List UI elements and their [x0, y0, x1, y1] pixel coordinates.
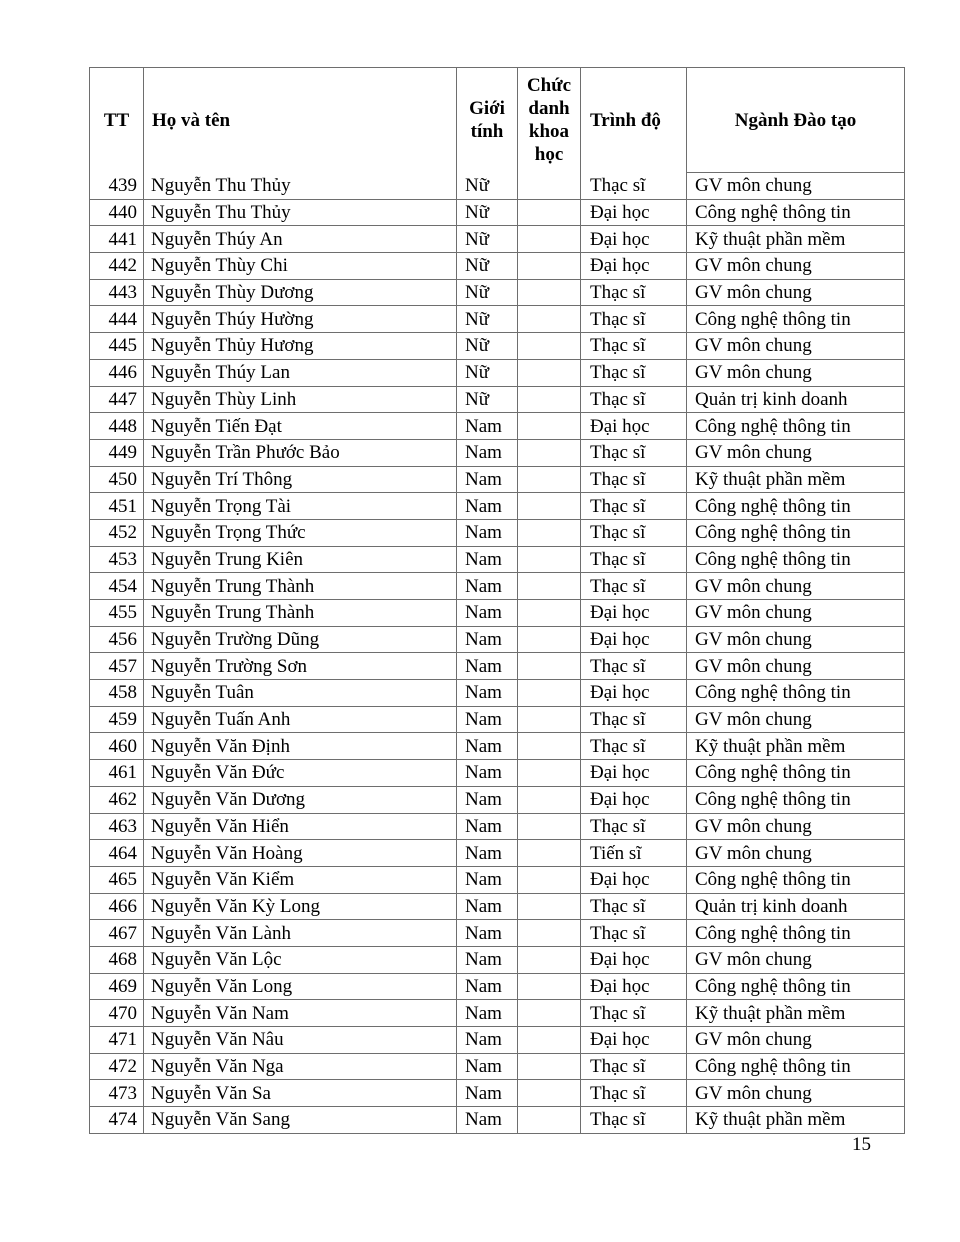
cell-sex: Nam	[457, 1027, 518, 1054]
table-row	[90, 680, 905, 707]
table-row	[90, 306, 905, 333]
header-major: Ngành Đào tạo	[687, 68, 905, 173]
cell-name: Nguyễn Trung Thành	[144, 600, 457, 627]
cell-academic-title	[518, 973, 581, 1000]
cell-academic-title	[518, 813, 581, 840]
cell-major: Công nghệ thông tin	[687, 680, 905, 707]
cell-name: Nguyễn Văn Dương	[144, 786, 457, 813]
table-row	[90, 333, 905, 360]
cell-major: GV môn chung	[687, 626, 905, 653]
cell-level: Đại học	[581, 199, 687, 226]
cell-major: GV môn chung	[687, 359, 905, 386]
header-sex	[457, 68, 518, 173]
table-row	[90, 653, 905, 680]
cell-major: Kỹ thuật phần mềm	[687, 1000, 905, 1027]
cell-academic-title	[518, 680, 581, 707]
cell-sex: Nam	[457, 439, 518, 466]
cell-major: GV môn chung	[687, 706, 905, 733]
header-title-line4: học	[534, 144, 564, 166]
table-row	[90, 1053, 905, 1080]
cell-level: Thạc sĩ	[581, 439, 687, 466]
cell-major: GV môn chung	[687, 1080, 905, 1107]
cell-academic-title	[518, 920, 581, 947]
header-sex-line2: tính	[470, 121, 504, 143]
cell-academic-title	[518, 386, 581, 413]
cell-tt: 447	[90, 386, 144, 413]
cell-sex: Nam	[457, 813, 518, 840]
cell-major: Công nghệ thông tin	[687, 1053, 905, 1080]
cell-sex: Nữ	[457, 306, 518, 333]
cell-academic-title	[518, 573, 581, 600]
cell-sex: Nam	[457, 866, 518, 893]
cell-level: Thạc sĩ	[581, 333, 687, 360]
cell-name: Nguyễn Tiến Đạt	[144, 413, 457, 440]
cell-major: Công nghệ thông tin	[687, 493, 905, 520]
cell-level: Thạc sĩ	[581, 519, 687, 546]
table-row	[90, 253, 905, 280]
cell-level: Thạc sĩ	[581, 306, 687, 333]
cell-major: GV môn chung	[687, 439, 905, 466]
table-row	[90, 546, 905, 573]
cell-major: Công nghệ thông tin	[687, 413, 905, 440]
cell-tt: 465	[90, 866, 144, 893]
cell-major: GV môn chung	[687, 813, 905, 840]
table-row	[90, 840, 905, 867]
cell-name: Nguyễn Văn Hiển	[144, 813, 457, 840]
cell-level: Thạc sĩ	[581, 653, 687, 680]
cell-major: GV môn chung	[687, 946, 905, 973]
cell-tt: 455	[90, 600, 144, 627]
cell-level: Thạc sĩ	[581, 813, 687, 840]
cell-academic-title	[518, 439, 581, 466]
cell-major: Công nghệ thông tin	[687, 519, 905, 546]
cell-academic-title	[518, 866, 581, 893]
cell-tt: 458	[90, 680, 144, 707]
table-row	[90, 893, 905, 920]
cell-name: Nguyễn Trung Thành	[144, 573, 457, 600]
table-row	[90, 1080, 905, 1107]
header-title-line1: Chức	[526, 75, 572, 97]
cell-level: Thạc sĩ	[581, 279, 687, 306]
cell-name: Nguyễn Trung Kiên	[144, 546, 457, 573]
cell-sex: Nam	[457, 413, 518, 440]
cell-tt: 468	[90, 946, 144, 973]
cell-academic-title	[518, 519, 581, 546]
table-header	[90, 68, 905, 173]
table-row	[90, 279, 905, 306]
cell-name: Nguyễn Văn Nga	[144, 1053, 457, 1080]
cell-academic-title	[518, 600, 581, 627]
table-row	[90, 946, 905, 973]
cell-name: Nguyễn Văn Kiểm	[144, 866, 457, 893]
header-title-line3: khoa	[528, 121, 570, 143]
header-sex-line1: Giới	[469, 98, 505, 120]
cell-name: Nguyễn Thủy Hương	[144, 333, 457, 360]
table-row	[90, 600, 905, 627]
table-row	[90, 1107, 905, 1134]
cell-tt: 461	[90, 760, 144, 787]
table-row	[90, 733, 905, 760]
cell-tt: 471	[90, 1027, 144, 1054]
cell-tt: 456	[90, 626, 144, 653]
cell-level: Thạc sĩ	[581, 920, 687, 947]
cell-tt: 463	[90, 813, 144, 840]
cell-name: Nguyễn Thúy Hường	[144, 306, 457, 333]
table-row	[90, 199, 905, 226]
cell-name: Nguyễn Văn Sa	[144, 1080, 457, 1107]
cell-tt: 472	[90, 1053, 144, 1080]
cell-academic-title	[518, 946, 581, 973]
cell-tt: 446	[90, 359, 144, 386]
cell-sex: Nam	[457, 546, 518, 573]
staff-table	[89, 67, 905, 1134]
cell-major: Công nghệ thông tin	[687, 760, 905, 787]
cell-academic-title	[518, 493, 581, 520]
cell-major: Kỹ thuật phần mềm	[687, 466, 905, 493]
cell-sex: Nữ	[457, 253, 518, 280]
cell-major: Quản trị kinh doanh	[687, 893, 905, 920]
cell-academic-title	[518, 786, 581, 813]
cell-sex: Nam	[457, 680, 518, 707]
cell-major: GV môn chung	[687, 653, 905, 680]
cell-major: GV môn chung	[687, 573, 905, 600]
cell-level: Thạc sĩ	[581, 1107, 687, 1134]
cell-sex: Nam	[457, 1107, 518, 1134]
cell-level: Tiến sĩ	[581, 840, 687, 867]
cell-name: Nguyễn Văn Lộc	[144, 946, 457, 973]
cell-name: Nguyễn Văn Nâu	[144, 1027, 457, 1054]
cell-name: Nguyễn Trường Dũng	[144, 626, 457, 653]
header-tt: TT	[90, 68, 144, 173]
cell-name: Nguyễn Văn Kỳ Long	[144, 893, 457, 920]
cell-tt: 451	[90, 493, 144, 520]
cell-sex: Nam	[457, 653, 518, 680]
cell-sex: Nam	[457, 893, 518, 920]
cell-major: GV môn chung	[687, 333, 905, 360]
cell-level: Đại học	[581, 680, 687, 707]
cell-level: Đại học	[581, 626, 687, 653]
cell-academic-title	[518, 893, 581, 920]
cell-academic-title	[518, 653, 581, 680]
table-row	[90, 173, 905, 200]
cell-academic-title	[518, 466, 581, 493]
header-name: Họ và tên	[144, 68, 457, 173]
cell-major: Kỹ thuật phần mềm	[687, 1107, 905, 1134]
cell-sex: Nam	[457, 733, 518, 760]
cell-level: Đại học	[581, 226, 687, 253]
cell-academic-title	[518, 1000, 581, 1027]
cell-name: Nguyễn Tuân	[144, 680, 457, 707]
table-row	[90, 813, 905, 840]
table-row	[90, 1000, 905, 1027]
cell-level: Đại học	[581, 413, 687, 440]
cell-academic-title	[518, 359, 581, 386]
table-row	[90, 386, 905, 413]
cell-level: Thạc sĩ	[581, 1053, 687, 1080]
cell-sex: Nam	[457, 946, 518, 973]
cell-academic-title	[518, 413, 581, 440]
table-row	[90, 1027, 905, 1054]
cell-tt: 457	[90, 653, 144, 680]
cell-sex: Nam	[457, 1053, 518, 1080]
cell-tt: 443	[90, 279, 144, 306]
cell-name: Nguyễn Văn Long	[144, 973, 457, 1000]
cell-major: Công nghệ thông tin	[687, 546, 905, 573]
page-number: 15	[852, 1134, 871, 1155]
cell-tt: 453	[90, 546, 144, 573]
cell-sex: Nữ	[457, 279, 518, 306]
cell-major: Kỹ thuật phần mềm	[687, 226, 905, 253]
cell-major: GV môn chung	[687, 1027, 905, 1054]
cell-name: Nguyễn Thu Thủy	[144, 173, 457, 200]
cell-name: Nguyễn Văn Đức	[144, 760, 457, 787]
cell-level: Thạc sĩ	[581, 1080, 687, 1107]
cell-academic-title	[518, 199, 581, 226]
cell-sex: Nam	[457, 466, 518, 493]
cell-sex: Nam	[457, 1080, 518, 1107]
cell-tt: 464	[90, 840, 144, 867]
cell-tt: 442	[90, 253, 144, 280]
cell-tt: 470	[90, 1000, 144, 1027]
cell-sex: Nam	[457, 760, 518, 787]
header-title-line2: danh	[528, 98, 570, 120]
cell-level: Đại học	[581, 760, 687, 787]
cell-tt: 474	[90, 1107, 144, 1134]
cell-level: Thạc sĩ	[581, 733, 687, 760]
cell-academic-title	[518, 1053, 581, 1080]
cell-academic-title	[518, 1107, 581, 1134]
table-row	[90, 493, 905, 520]
cell-tt: 450	[90, 466, 144, 493]
cell-sex: Nữ	[457, 173, 518, 200]
cell-major: Công nghệ thông tin	[687, 786, 905, 813]
cell-tt: 449	[90, 439, 144, 466]
cell-level: Đại học	[581, 1027, 687, 1054]
cell-sex: Nam	[457, 626, 518, 653]
cell-sex: Nữ	[457, 359, 518, 386]
cell-level: Thạc sĩ	[581, 546, 687, 573]
cell-major: Kỹ thuật phần mềm	[687, 733, 905, 760]
table-row	[90, 786, 905, 813]
cell-sex: Nam	[457, 519, 518, 546]
cell-tt: 439	[90, 173, 144, 200]
cell-major: Công nghệ thông tin	[687, 866, 905, 893]
cell-major: GV môn chung	[687, 840, 905, 867]
cell-tt: 467	[90, 920, 144, 947]
cell-name: Nguyễn Trí Thông	[144, 466, 457, 493]
cell-name: Nguyễn Trọng Tài	[144, 493, 457, 520]
cell-academic-title	[518, 760, 581, 787]
table-body	[90, 173, 905, 1134]
cell-academic-title	[518, 306, 581, 333]
cell-tt: 466	[90, 893, 144, 920]
cell-academic-title	[518, 733, 581, 760]
cell-name: Nguyễn Thùy Linh	[144, 386, 457, 413]
cell-sex: Nữ	[457, 199, 518, 226]
cell-level: Thạc sĩ	[581, 386, 687, 413]
cell-sex: Nam	[457, 786, 518, 813]
cell-tt: 452	[90, 519, 144, 546]
cell-sex: Nữ	[457, 226, 518, 253]
cell-academic-title	[518, 546, 581, 573]
cell-major: GV môn chung	[687, 279, 905, 306]
cell-name: Nguyễn Thùy Dương	[144, 279, 457, 306]
cell-sex: Nam	[457, 600, 518, 627]
table-row	[90, 626, 905, 653]
cell-name: Nguyễn Thúy Lan	[144, 359, 457, 386]
cell-level: Đại học	[581, 253, 687, 280]
cell-tt: 462	[90, 786, 144, 813]
cell-tt: 459	[90, 706, 144, 733]
cell-tt: 444	[90, 306, 144, 333]
cell-name: Nguyễn Văn Lành	[144, 920, 457, 947]
cell-academic-title	[518, 253, 581, 280]
cell-sex: Nam	[457, 920, 518, 947]
cell-tt: 445	[90, 333, 144, 360]
cell-sex: Nữ	[457, 386, 518, 413]
cell-level: Đại học	[581, 600, 687, 627]
cell-academic-title	[518, 333, 581, 360]
header-row	[90, 68, 905, 173]
cell-name: Nguyễn Trọng Thức	[144, 519, 457, 546]
cell-major: Công nghệ thông tin	[687, 199, 905, 226]
cell-level: Thạc sĩ	[581, 706, 687, 733]
table-row	[90, 760, 905, 787]
cell-sex: Nam	[457, 573, 518, 600]
cell-academic-title	[518, 840, 581, 867]
table-row	[90, 519, 905, 546]
cell-level: Đại học	[581, 946, 687, 973]
cell-name: Nguyễn Thùy Chi	[144, 253, 457, 280]
cell-academic-title	[518, 626, 581, 653]
cell-name: Nguyễn Văn Nam	[144, 1000, 457, 1027]
cell-major: Quản trị kinh doanh	[687, 386, 905, 413]
cell-name: Nguyễn Thu Thủy	[144, 199, 457, 226]
cell-sex: Nữ	[457, 333, 518, 360]
cell-level: Đại học	[581, 973, 687, 1000]
table-row	[90, 973, 905, 1000]
cell-sex: Nam	[457, 1000, 518, 1027]
cell-level: Thạc sĩ	[581, 573, 687, 600]
cell-name: Nguyễn Thúy An	[144, 226, 457, 253]
table-row	[90, 573, 905, 600]
cell-name: Nguyễn Văn Hoàng	[144, 840, 457, 867]
cell-level: Thạc sĩ	[581, 493, 687, 520]
cell-academic-title	[518, 226, 581, 253]
table-row	[90, 706, 905, 733]
table-row	[90, 866, 905, 893]
cell-name: Nguyễn Trường Sơn	[144, 653, 457, 680]
header-level: Trình độ	[581, 68, 687, 173]
table-row	[90, 439, 905, 466]
cell-tt: 469	[90, 973, 144, 1000]
cell-academic-title	[518, 706, 581, 733]
cell-major: GV môn chung	[687, 253, 905, 280]
cell-name: Nguyễn Trần Phước Bảo	[144, 439, 457, 466]
cell-level: Đại học	[581, 786, 687, 813]
cell-major: GV môn chung	[687, 600, 905, 627]
cell-level: Đại học	[581, 866, 687, 893]
cell-major: Công nghệ thông tin	[687, 306, 905, 333]
table-row	[90, 920, 905, 947]
cell-major: Công nghệ thông tin	[687, 973, 905, 1000]
table-row	[90, 359, 905, 386]
cell-tt: 448	[90, 413, 144, 440]
cell-academic-title	[518, 279, 581, 306]
cell-tt: 454	[90, 573, 144, 600]
cell-level: Thạc sĩ	[581, 359, 687, 386]
cell-level: Thạc sĩ	[581, 1000, 687, 1027]
cell-name: Nguyễn Tuấn Anh	[144, 706, 457, 733]
cell-major: GV môn chung	[687, 173, 905, 200]
cell-tt: 473	[90, 1080, 144, 1107]
cell-tt: 440	[90, 199, 144, 226]
table-row	[90, 466, 905, 493]
cell-tt: 441	[90, 226, 144, 253]
cell-sex: Nam	[457, 840, 518, 867]
cell-level: Thạc sĩ	[581, 466, 687, 493]
cell-sex: Nam	[457, 706, 518, 733]
cell-major: Công nghệ thông tin	[687, 920, 905, 947]
cell-academic-title	[518, 173, 581, 200]
cell-academic-title	[518, 1080, 581, 1107]
cell-sex: Nam	[457, 973, 518, 1000]
cell-name: Nguyễn Văn Định	[144, 733, 457, 760]
header-academic-title	[518, 68, 581, 173]
table-row	[90, 226, 905, 253]
cell-level: Thạc sĩ	[581, 173, 687, 200]
cell-name: Nguyễn Văn Sang	[144, 1107, 457, 1134]
table-row	[90, 413, 905, 440]
cell-sex: Nam	[457, 493, 518, 520]
cell-level: Thạc sĩ	[581, 893, 687, 920]
cell-tt: 460	[90, 733, 144, 760]
cell-academic-title	[518, 1027, 581, 1054]
